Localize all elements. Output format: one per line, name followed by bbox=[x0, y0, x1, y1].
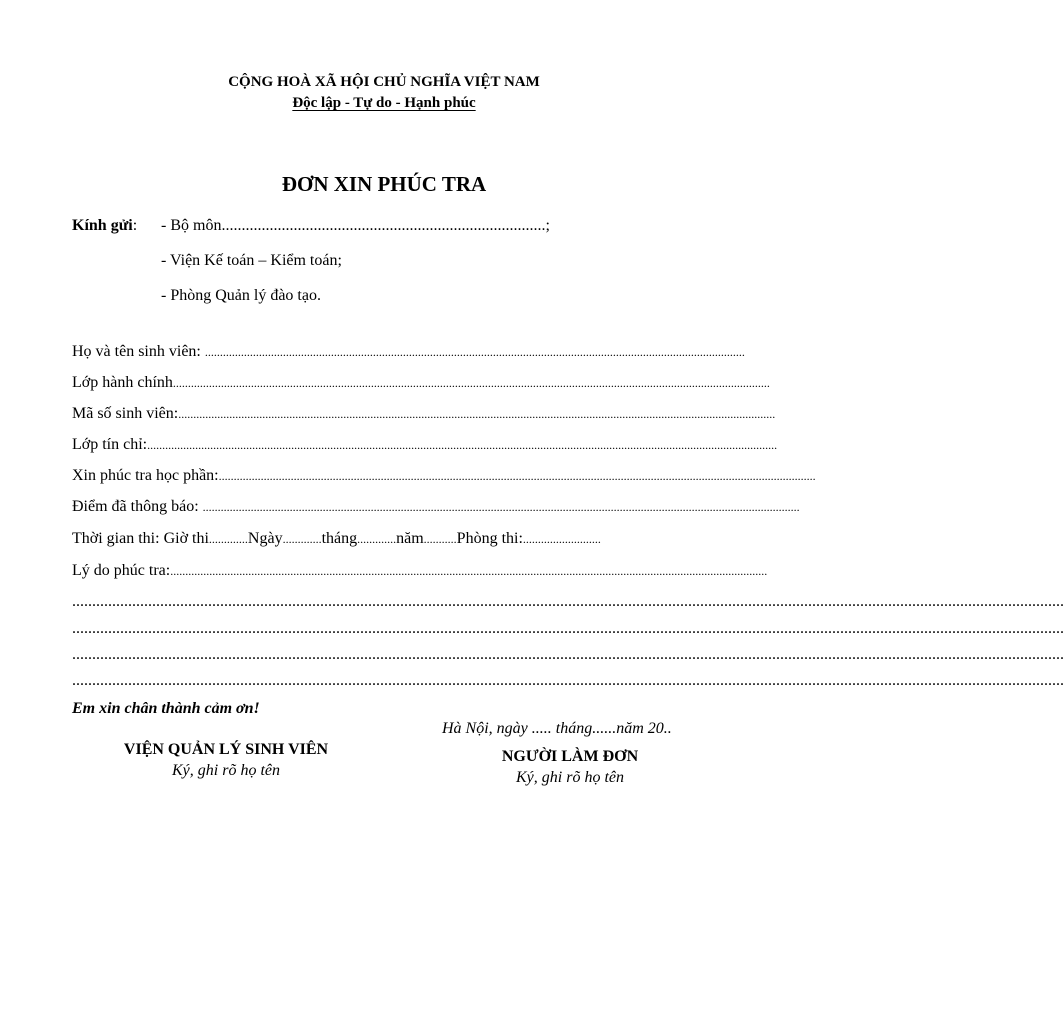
credit-class-field[interactable] bbox=[72, 436, 778, 454]
exam-year-label: năm bbox=[396, 530, 424, 547]
reason-label: Lý do phúc tra: bbox=[72, 562, 171, 579]
recipient-item-department: - Bộ môn.................................................................................; bbox=[161, 217, 550, 234]
reason-blank[interactable]: ....................................................................................................................................................................................................... bbox=[170, 564, 768, 578]
admin-class-label: Lớp hành chính bbox=[72, 374, 173, 391]
credit-class-blank[interactable]: .................................................................................................................................................................................................................. bbox=[147, 438, 778, 452]
admin-class-field[interactable] bbox=[72, 374, 770, 392]
student-id-blank[interactable]: ....................................................................................................................................................................................................... bbox=[178, 407, 776, 421]
motto-text: Độc lập - Tự do - Hạnh phúc bbox=[292, 95, 476, 111]
exam-time-field[interactable] bbox=[72, 530, 694, 548]
exam-month-label: tháng bbox=[321, 530, 358, 547]
recipient-item-training-office: - Phòng Quản lý đào tạo. bbox=[161, 287, 321, 304]
exam-day-label: Ngày bbox=[247, 530, 283, 547]
exam-year-blank[interactable]: ........... bbox=[423, 532, 457, 546]
student-name-field[interactable] bbox=[72, 343, 745, 361]
course-label: Xin phúc tra học phần: bbox=[72, 467, 219, 484]
right-signature-note: Ký, ghi rõ họ tên bbox=[516, 769, 624, 786]
exam-room-blank[interactable]: .......................... bbox=[522, 532, 601, 546]
announced-score-blank[interactable]: ....................................................................................................................................................................................................... bbox=[202, 500, 800, 514]
recipient-label-text: Kính gửi bbox=[72, 217, 133, 234]
exam-day-blank[interactable]: ............. bbox=[282, 532, 322, 546]
document-title: ĐƠN XIN PHÚC TRA bbox=[281, 172, 487, 196]
reason-line-4[interactable]: ........................................................................................................................................................................................................................................................ bbox=[72, 672, 1064, 689]
student-name-label: Họ và tên sinh viên: bbox=[72, 343, 205, 360]
student-name-blank[interactable]: .................................................................................................................................................................................... bbox=[204, 345, 745, 359]
exam-month-blank[interactable]: ............. bbox=[357, 532, 397, 546]
student-id-label: Mã số sinh viên: bbox=[72, 405, 179, 422]
student-id-field[interactable] bbox=[72, 405, 776, 423]
announced-score-label: Điểm đã thông báo: bbox=[72, 498, 203, 515]
recipient-label bbox=[72, 217, 137, 235]
credit-class-label: Lớp tín chỉ: bbox=[72, 436, 148, 453]
admin-class-blank[interactable]: ....................................................................................................................................................................................................... bbox=[172, 376, 770, 390]
left-signature-title: VIỆN QUẢN LÝ SINH VIÊN bbox=[123, 741, 329, 758]
motto bbox=[0, 95, 768, 112]
place-date: Hà Nội, ngày ..... tháng......năm 20.. bbox=[442, 720, 672, 737]
course-field[interactable] bbox=[72, 467, 816, 485]
recipient-item-institute: - Viện Kế toán – Kiểm toán; bbox=[161, 252, 342, 269]
course-blank[interactable]: ....................................................................................................................................................................................................... bbox=[218, 469, 816, 483]
announced-score-field[interactable] bbox=[72, 498, 800, 516]
reason-line-1[interactable]: ........................................................................................................................................................................................................................................................ bbox=[72, 593, 1064, 610]
right-signature-title: NGƯỜI LÀM ĐƠN bbox=[501, 748, 639, 765]
reason-line-3[interactable]: ........................................................................................................................................................................................................................................................ bbox=[72, 646, 1064, 663]
exam-hour-label: Thời gian thi: Giờ thi bbox=[72, 530, 209, 547]
country-header: CỘNG HOÀ XÃ HỘI CHỦ NGHĨA VIỆT NAM bbox=[228, 74, 540, 90]
left-signature-note: Ký, ghi rõ họ tên bbox=[172, 762, 280, 779]
reason-field[interactable] bbox=[72, 562, 768, 580]
thanks-text: Em xin chân thành cảm ơn! bbox=[72, 700, 260, 717]
exam-room-label: Phòng thi: bbox=[456, 530, 523, 547]
exam-hour-blank[interactable]: ............. bbox=[208, 532, 248, 546]
recipient-label-colon: : bbox=[132, 217, 138, 234]
reason-line-2[interactable]: ........................................................................................................................................................................................................................................................ bbox=[72, 620, 1064, 637]
